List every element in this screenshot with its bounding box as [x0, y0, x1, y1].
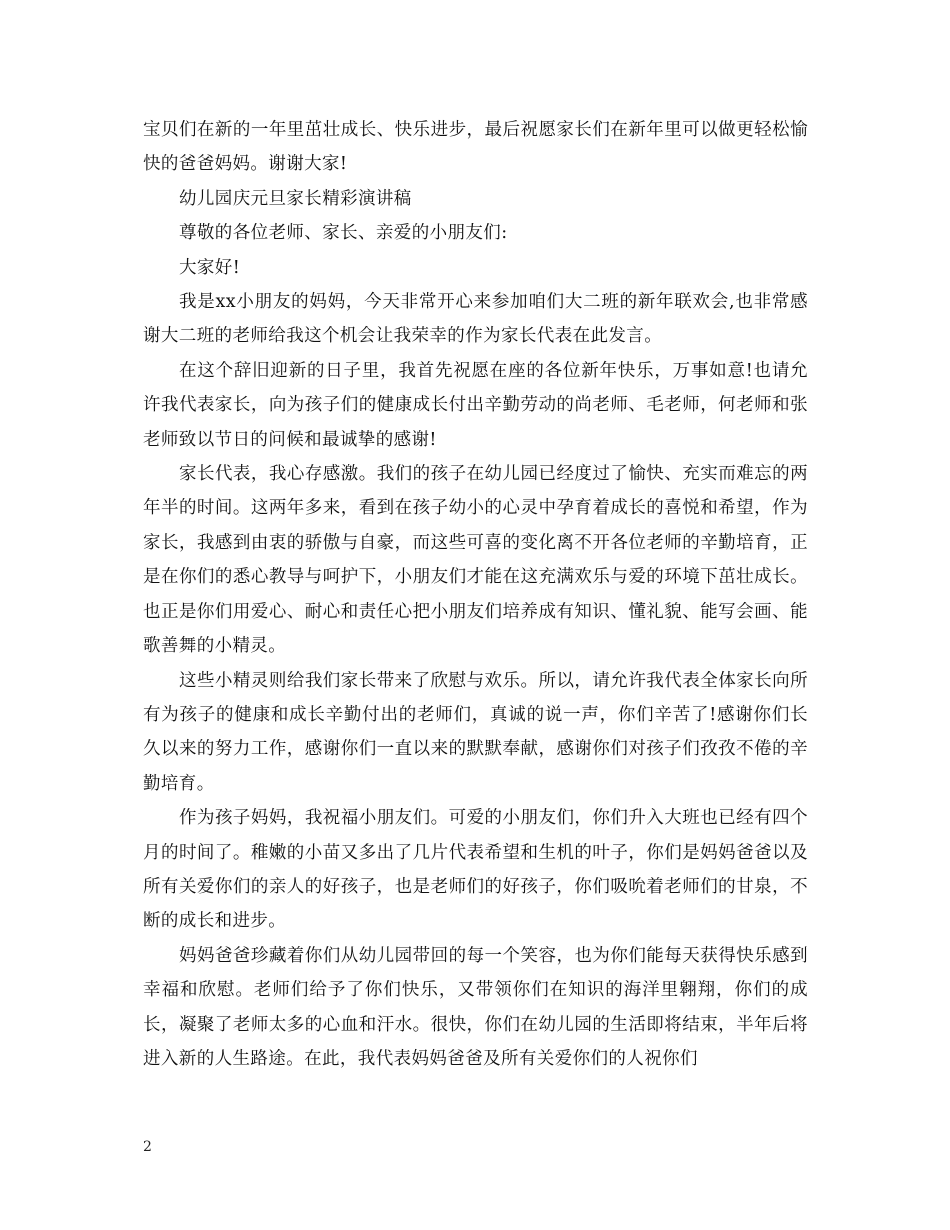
document-body [143, 113, 808, 1076]
paragraph: 我是xx小朋友的妈妈，今天非常开心来参加咱们大二班的新年联欢会,也非常感谢大二班的老师给我这个机会让我荣幸的作为家长代表在此发言。 [143, 292, 808, 347]
paragraph: 家长代表，我心存感激。我们的孩子在幼儿园已经度过了愉快、充实而难忘的两年半的时间。这两年多来，看到在孩子幼小的心灵中孕育着成长的喜悦和希望，作为家长，我感到由衷的骄傲与自豪，而这些可喜的变化离不开各位老师的辛勤培育，正是在你们的悉心教导与呵护下，小朋友们才能在这充满欢乐与爱的环境下茁壮成长。也正是你们用爱心、耐心和责任心把小朋友们培养成有知识、懂礼貌、能写会画、能歌善舞的小精灵。 [143, 464, 808, 657]
page-number: 2 [143, 1139, 152, 1155]
paragraph: 宝贝们在新的一年里茁壮成长、快乐进步，最后祝愿家长们在新年里可以做更轻松愉快的爸爸妈妈。谢谢大家! [143, 120, 808, 175]
salutation: 尊敬的各位老师、家长、亲爱的小朋友们: [179, 223, 508, 244]
paragraph: 在这个辞旧迎新的日子里，我首先祝愿在座的各位新年快乐，万事如意!也请允许我代表家长，向为孩子们的健康成长付出辛勤劳动的尚老师、毛老师，何老师和张老师致以节日的问候和最诚挚的感谢! [143, 360, 808, 450]
paragraph: 妈妈爸爸珍藏着你们从幼儿园带回的每一个笑容，也为你们能每天获得快乐感到幸福和欣慰。老师们给予了你们快乐，又带领你们在知识的海洋里翱翔，你们的成长，凝聚了老师太多的心血和汗水。很快，你们在幼儿园的生活即将结束，半年后将进入新的人生路途。在此，我代表妈妈爸爸及所有关爱你们的人祝你们 [143, 945, 808, 1069]
paragraph: 这些小精灵则给我们家长带来了欣慰与欢乐。所以，请允许我代表全体家长向所有为孩子的健康和成长辛勤付出的老师们，真诚的说一声，你们辛苦了!感谢你们长久以来的努力工作，感谢你们一直以来的默默奉献，感谢你们对孩子们孜孜不倦的辛勤培育。 [143, 670, 808, 794]
paragraph: 作为孩子妈妈，我祝福小朋友们。可爱的小朋友们，你们升入大班也已经有四个月的时间了。稚嫩的小苗又多出了几片代表希望和生机的叶子，你们是妈妈爸爸以及所有关爱你们的亲人的好孩子，也是老师们的好孩子，你们吸吮着老师们的甘泉，不断的成长和进步。 [143, 808, 808, 932]
greeting: 大家好! [179, 257, 241, 278]
speech-title: 幼儿园庆元旦家长精彩演讲稿 [179, 188, 412, 209]
